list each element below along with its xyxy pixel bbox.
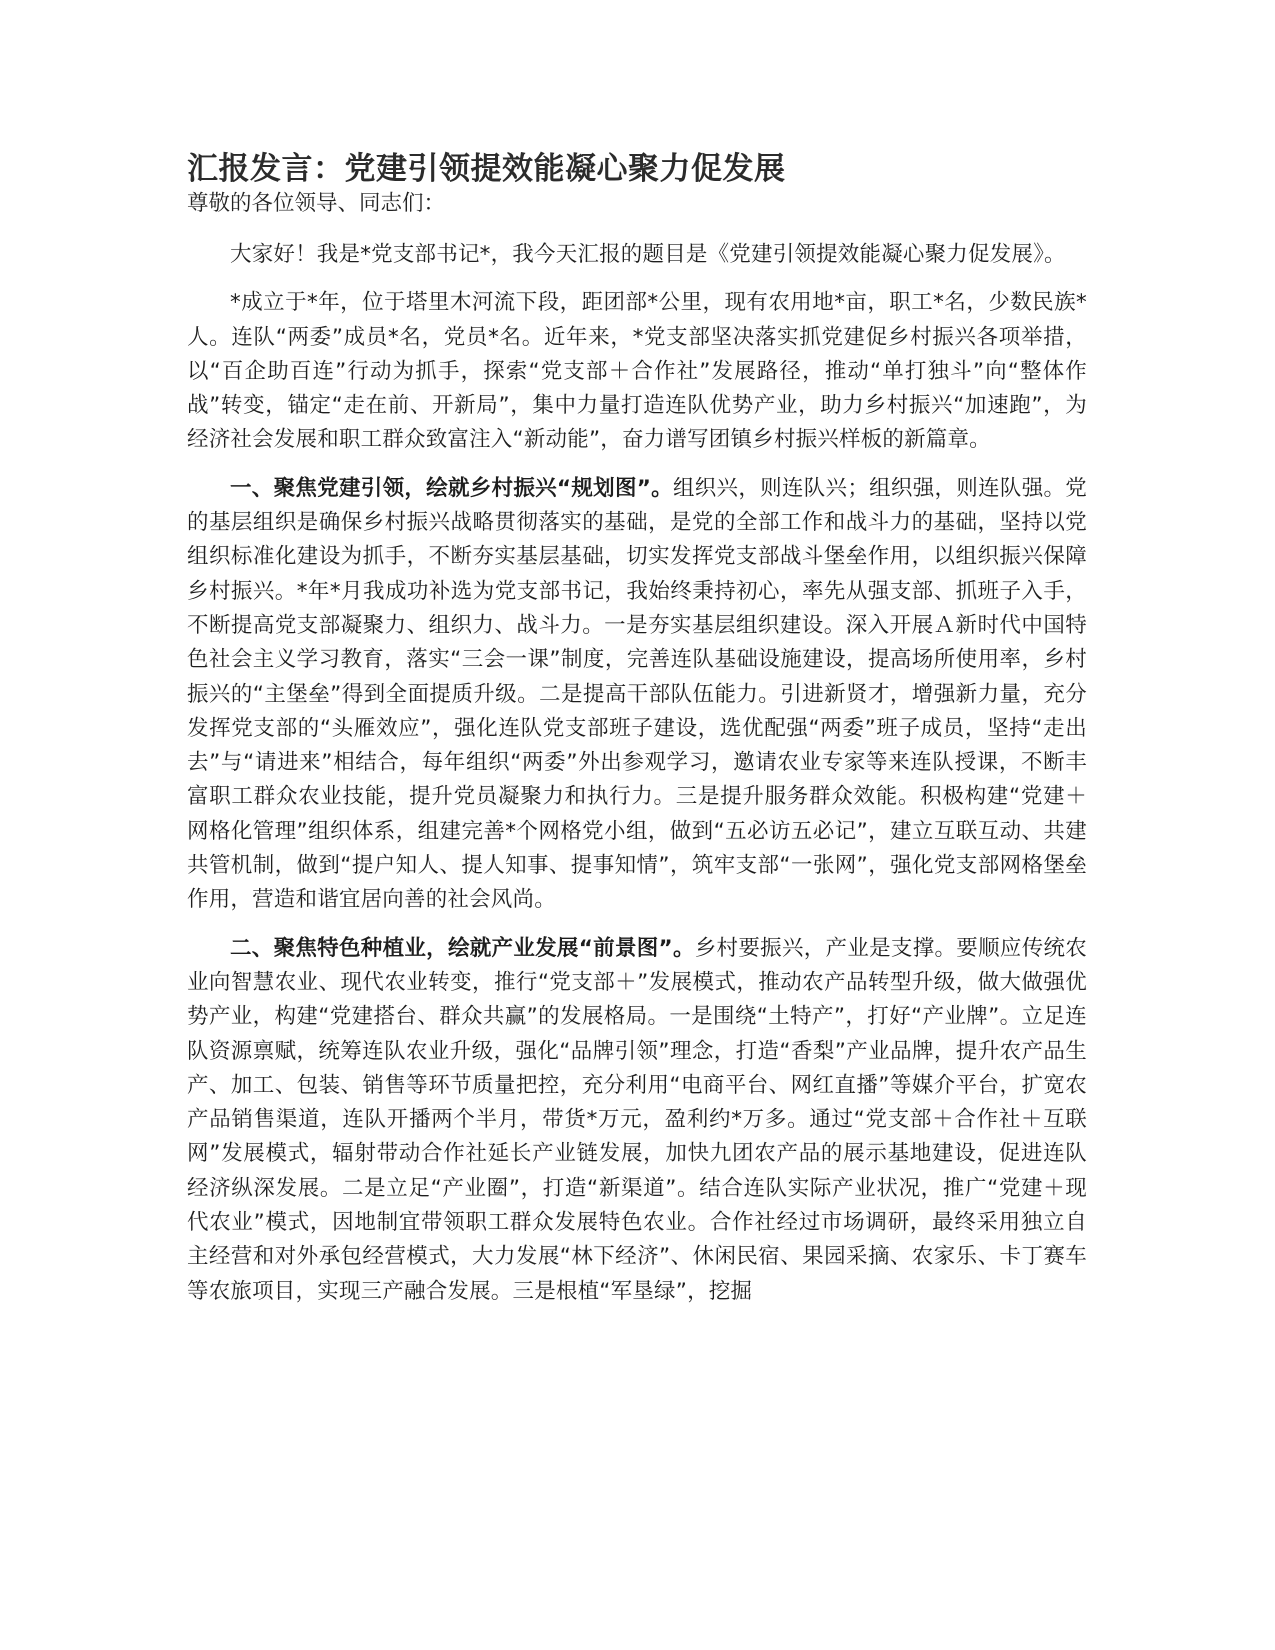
section-two-heading: 二、聚焦特色种植业，绘就产业发展“前景图”。: [230, 935, 695, 961]
section-two-body: 乡村要振兴，产业是支撑。要顺应传统农业向智慧农业、现代农业转变，推行“党支部＋”发展模式，推动农产品转型升级，做大做强优势产业，构建“党建搭台、群众共赢”的发展格局。一是围绕“土特产”，打好“产业牌”。立足连队资源禀赋，统筹连队农业升级，强化“品牌引领”理念，打造“香梨”产业品牌，提升农产品生产、加工、包装、销售等环节质量把控，充分利用“电商平台、网红直播”等媒介平台，扩宽农产品销售渠道，连队开播两个半月，带货*万元，盈利约*万多。通过“党支部＋合作社＋互联网”发展模式，辐射带动合作社延长产业链发展，加快九团农产品的展示基地建设，促进连队经济纵深发展。二是立足“产业圈”，打造“新渠道”。结合连队实际产业状况，推广“党建＋现代农业”模式，因地制宜带领职工群众发展特色农业。合作社经过市场调研，最终采用独立自主经营和对外承包经营模式，大力发展“林下经济”、休闲民宿、果园采摘、农家乐、卡丁赛车等农旅项目，实现三产融合发展。三是根植“军垦绿”，挖掘: [187, 935, 1087, 1304]
paragraph-section-one: [187, 472, 1087, 918]
paragraph-introduction: *成立于*年，位于塔里木河流下段，距团部*公里，现有农用地*亩，职工*名，少数民族*人。连队“两委”成员*名，党员*名。近年来，*党支部坚决落实抓党建促乡村振兴各项举措，以“百企助百连”行动为抓手，探索“党支部＋合作社”发展路径，推动“单打独斗”向“整体作战”转变，锚定“走在前、开新局”，集中力量打造连队优势产业，助力乡村振兴“加速跑”，为经济社会发展和职工群众致富注入“新动能”，奋力谱写团镇乡村振兴样板的新篇章。: [187, 290, 1087, 453]
paragraph-greeting: 大家好！我是*党支部书记*，我今天汇报的题目是《党建引领提效能凝心聚力促发展》。: [230, 242, 1066, 267]
document-title: 汇报发言：党建引领提效能凝心聚力促发展: [187, 151, 786, 187]
section-one-heading: 一、聚焦党建引领，绘就乡村振兴“规划图”。: [230, 475, 673, 501]
paragraph-section-two: [187, 932, 1087, 1309]
section-one-body: 组织兴，则连队兴；组织强，则连队强。党的基层组织是确保乡村振兴战略贯彻落实的基础，是党的全部工作和战斗力的基础，坚持以党组织标准化建设为抓手，不断夯实基层基础，切实发挥党支部战斗堡垒作用，以组织振兴保障乡村振兴。*年*月我成功补选为党支部书记，我始终秉持初心，率先从强支部、抓班子入手，不断提高党支部凝聚力、组织力、战斗力。一是夯实基层组织建设。深入开展Ａ新时代中国特色社会主义学习教育，落实“三会一课”制度，完善连队基础设施建设，提高场所使用率，乡村振兴的“主堡垒”得到全面提质升级。二是提高干部队伍能力。引进新贤才，增强新力量，充分发挥党支部的“头雁效应”，强化连队党支部班子建设，选优配强“两委”班子成员，坚持“走出去”与“请进来”相结合，每年组织“两委”外出参观学习，邀请农业专家等来连队授课，不断丰富职工群众农业技能，提升党员凝聚力和执行力。三是提升服务群众效能。积极构建“党建＋网格化管理”组织体系，组建完善*个网格党小组，做到“五必访五必记”，建立互联互动、共建共管机制，做到“提户知人、提人知事、提事知情”，筑牢支部“一张网”，强化党支部网格堡垒作用，营造和谐宜居向善的社会风尚。: [187, 475, 1087, 913]
salutation: 尊敬的各位领导、同志们：: [187, 191, 446, 216]
document-body: [187, 150, 1087, 1309]
